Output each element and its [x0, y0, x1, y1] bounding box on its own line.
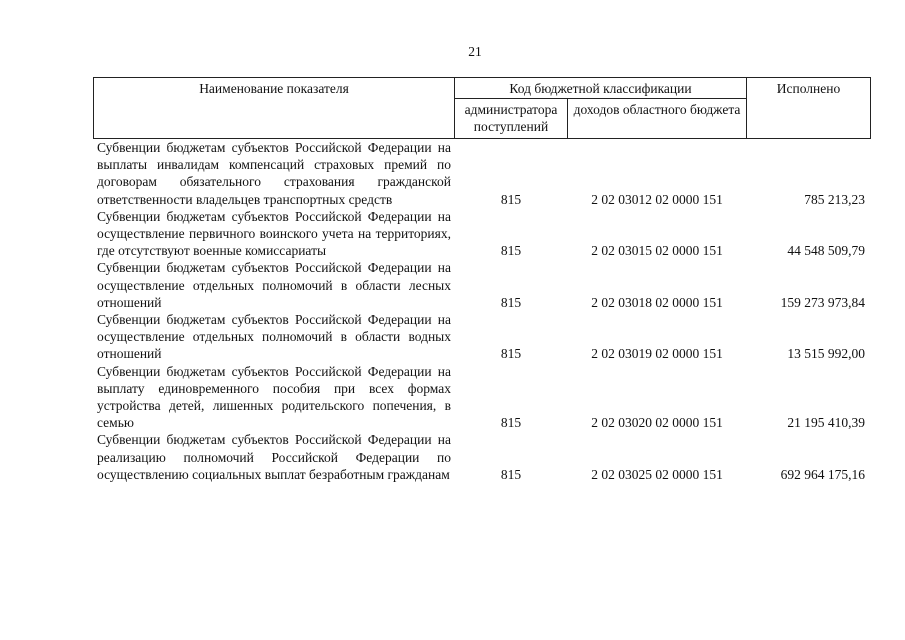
row-income-code: 2 02 03018 02 0000 151	[591, 294, 723, 310]
row-income-code: 2 02 03020 02 0000 151	[591, 415, 723, 431]
row-name: Субвенции бюджетам субъектов Российской Федерации на выплату единовременного пособия при всех формах устройства детей, лишенных родительского попечения, в семью	[97, 363, 451, 431]
row-admin-code: 815	[500, 294, 522, 310]
table-body	[93, 139, 871, 483]
row-name: Субвенции бюджетам субъектов Российской Федерации на реализацию полномочий Российской Федерации по осуществлению социальных выплат безработным гражданам	[97, 432, 451, 482]
row-amount: 13 515 992,00	[787, 346, 865, 362]
table-row	[93, 208, 871, 260]
table-row	[93, 363, 871, 432]
row-admin-code: 815	[500, 415, 522, 431]
table-row	[93, 431, 871, 483]
row-income-code: 2 02 03025 02 0000 151	[591, 466, 723, 482]
row-name: Субвенции бюджетам субъектов Российской Федерации на осуществление первичного воинского учета на территориях, где отсутствуют военные комиссариаты	[97, 208, 451, 259]
row-admin-code: 815	[500, 466, 522, 482]
row-admin-code: 815	[500, 346, 522, 362]
row-amount: 44 548 509,79	[787, 243, 865, 259]
header-administrator: администратора поступлений	[454, 98, 568, 139]
row-income-code: 2 02 03012 02 0000 151	[591, 191, 723, 207]
table-row	[93, 139, 871, 208]
row-income-code: 2 02 03015 02 0000 151	[591, 243, 723, 259]
row-admin-code: 815	[500, 243, 522, 259]
row-amount: 692 964 175,16	[780, 466, 865, 482]
row-name: Субвенции бюджетам субъектов Российской Федерации на осуществление отдельных полномочий в области водных отношений	[97, 312, 451, 362]
row-amount: 785 213,23	[804, 191, 865, 207]
header-regional-income: доходов областного бюджета	[567, 98, 747, 139]
table-row	[93, 311, 871, 363]
header-indicator-name: Наименование показателя	[93, 77, 455, 139]
table-row	[93, 259, 871, 311]
row-name: Субвенции бюджетам субъектов Российской Федерации на выплаты инвалидам компенсаций страховых премий по договорам обязательного страхования гражданской ответственности владельцев транспортных средств	[97, 140, 451, 207]
header-executed: Исполнено	[746, 77, 871, 139]
row-admin-code: 815	[500, 191, 522, 207]
row-name: Субвенции бюджетам субъектов Российской Федерации на осуществление отдельных полномочий в области лесных отношений	[97, 260, 451, 310]
row-amount: 159 273 973,84	[780, 294, 865, 310]
header-budget-code: Код бюджетной классификации	[454, 77, 747, 99]
page-number: 21	[468, 44, 482, 59]
row-amount: 21 195 410,39	[787, 415, 865, 431]
row-income-code: 2 02 03019 02 0000 151	[591, 346, 723, 362]
table-header	[93, 77, 871, 139]
